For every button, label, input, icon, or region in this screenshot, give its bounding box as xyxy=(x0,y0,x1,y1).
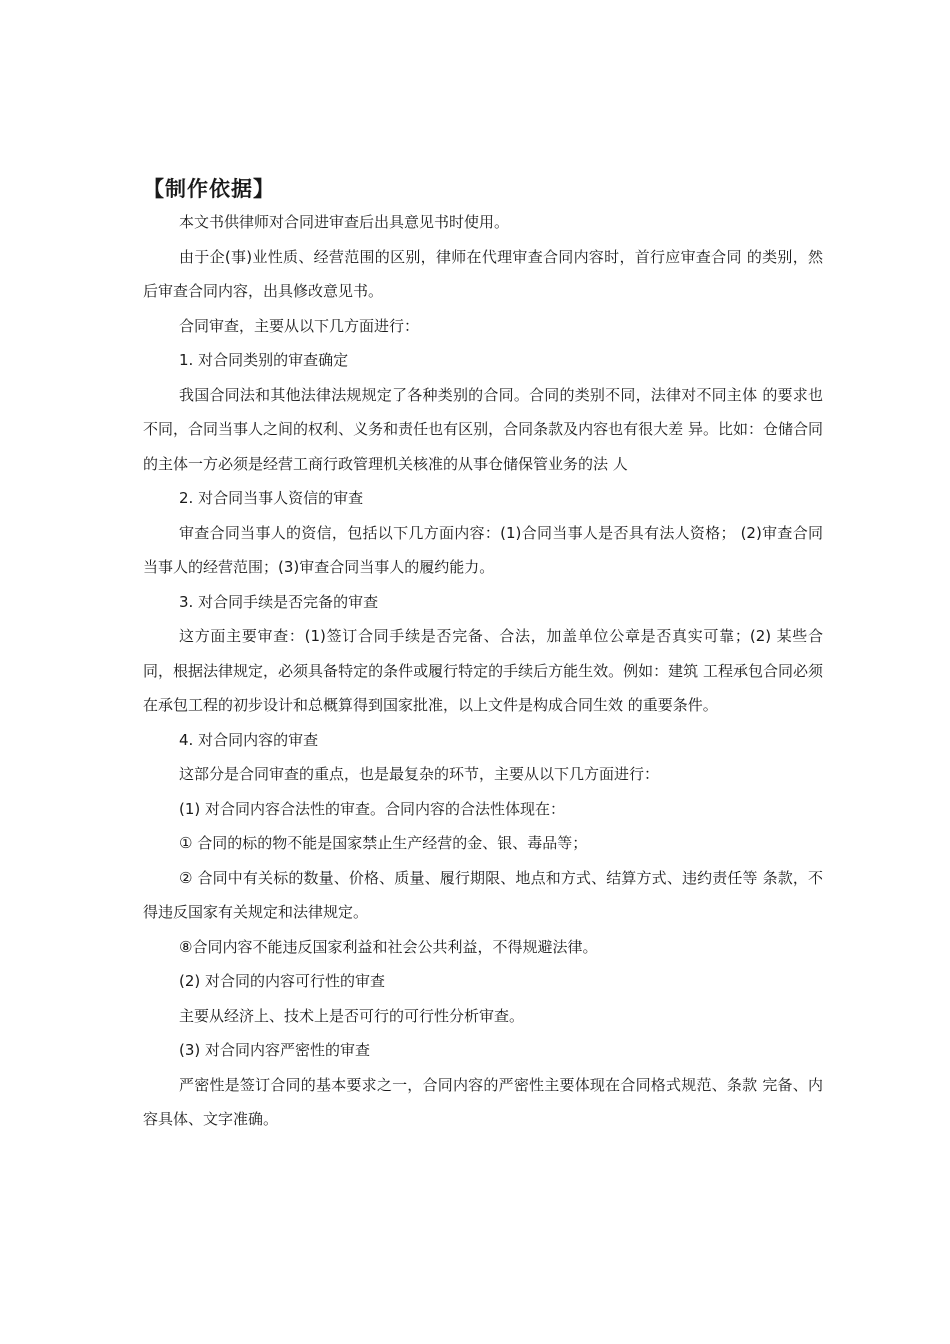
item-heading-1: 1. 对合同类别的审查确定 xyxy=(179,351,349,369)
paragraph-category: 我国合同法和其他法律法规规定了各种类别的合同。合同的类别不同，法律对不同主体 的要求也不同，合同当事人之间的权利、义务和责任也有区别，合同条款及内容也有很大差 异。比如：仓储合同的主体一方必须是经营工商行政管理机关核准的从事仓储保管业务的法 人 xyxy=(143,385,823,473)
paragraph-rigor: 严密性是签订合同的基本要求之一，合同内容的严密性主要体现在合同格式规范、条款 完备、内容具体、文字准确。 xyxy=(143,1075,823,1128)
paragraph-content-focus: 这部分是合同审查的重点，也是最复杂的环节，主要从以下几方面进行： xyxy=(179,765,660,783)
item-heading-3: 3. 对合同手续是否完备的审查 xyxy=(179,592,379,611)
item-heading-2: 2. 对合同当事人资信的审查 xyxy=(179,489,364,507)
subitem-legality: (1) 对合同内容合法性的审查。合同内容的合法性体现在： xyxy=(179,799,566,818)
paragraph-credit: 审查合同当事人的资信，包括以下几方面内容：(1)合同当事人是否具有法人资格； (2)审查合同当事人的经营范围；(3)审查合同当事人的履约能力。 xyxy=(143,523,823,576)
item-heading-4: 4. 对合同内容的审查 xyxy=(179,730,319,749)
point-2: ② 合同中有关标的数量、价格、质量、履行期限、地点和方式、结算方式、违约责任等 条款，不得违反国家有关规定和法律规定。 xyxy=(143,868,823,921)
subitem-feasibility: (2) 对合同的内容可行性的审查 xyxy=(179,972,386,990)
paragraph-feasibility: 主要从经济上、技术上是否可行的可行性分析审查。 xyxy=(179,1006,525,1025)
paragraph-purpose: 本文书供律师对合同进审查后出具意见书时使用。 xyxy=(179,213,510,231)
paragraph-intro: 由于企(事)业性质、经营范围的区别，律师在代理审查合同内容时，首行应审查合同 的类别，然后审查合同内容，出具修改意见书。 xyxy=(143,247,823,300)
paragraph-procedures: 这方面主要审查：(1)签订合同手续是否完备、合法，加盖单位公章是否真实可靠；(2) 某些合同，根据法律规定，必须具备特定的条件或履行特定的手续后方能生效。例如：建筑 工程承包合同必须在承包工程的初步设计和总概算得到国家批准，以上文件是构成合同生效 的重要条件。 xyxy=(143,627,823,714)
section-heading: 【制作依据】 xyxy=(143,177,275,201)
point-1: ① 合同的标的物不能是国家禁止生产经营的金、银、毒品等； xyxy=(179,834,588,852)
paragraph-aspects: 合同审查，主要从以下几方面进行： xyxy=(179,316,420,335)
body-text xyxy=(143,205,823,1137)
subitem-rigor: (3) 对合同内容严密性的审查 xyxy=(179,1041,371,1059)
point-3: ⑧合同内容不能违反国家利益和社会公共利益，不得规避法律。 xyxy=(179,937,598,956)
